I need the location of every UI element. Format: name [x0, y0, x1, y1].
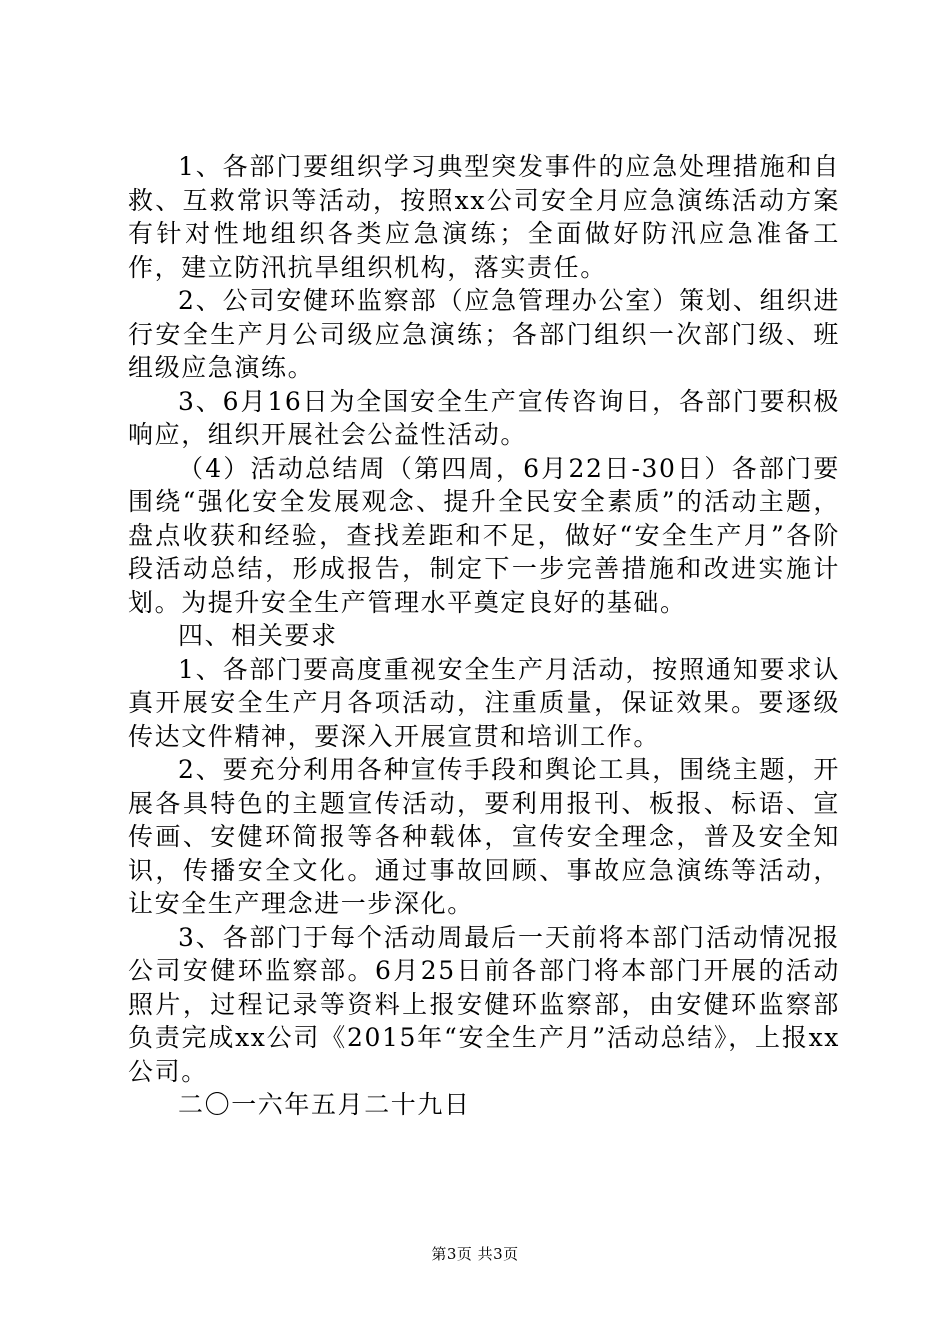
document-date: 二〇一六年五月二十九日: [178, 1090, 471, 1119]
paragraph-requirement-2: 2、要充分利用各种宣传手段和舆论工具，围绕主题，开展各具特色的主题宣传活动，要利用报刊、板报、标语、宣传画、安健环简报等各种载体，宣传安全理念，普及安全知识，传播安全文化。通过事故回顾、事故应急演练等活动，让安全生产理念进一步深化。: [128, 755, 840, 918]
paragraph-emergency-training: 1、各部门要组织学习典型突发事件的应急处理措施和自救、互救常识等活动，按照xx公司安全月应急演练活动方案有针对性地组织各类应急演练；全面做好防汛应急准备工作，建立防汛抗旱组织机构，落实责任。: [128, 152, 840, 282]
paragraph-summary-week: （4）活动总结周（第四周，6月22日-30日）各部门要围绕“强化安全发展观念、提升全民安全素质”的活动主题，盘点收获和经验，查找差距和不足，做好“安全生产月”各阶段活动总结，形成报告，制定下一步完善措施和改进实施计划。为提升安全生产管理水平奠定良好的基础。: [128, 453, 840, 617]
paragraph-requirement-1: 1、各部门要高度重视安全生产月活动，按照通知要求认真开展安全生产月各项活动，注重质量，保证效果。要逐级传达文件精神，要深入开展宣贯和培训工作。: [128, 654, 840, 751]
document-body: [128, 150, 840, 1122]
paragraph-consultation-day: 3、6月16日为全国安全生产宣传咨询日，各部门要积极响应，组织开展社会公益性活动。: [128, 386, 840, 449]
paragraph-company-drill: 2、公司安健环监察部（应急管理办公室）策划、组织进行安全生产月公司级应急演练；各部门组织一次部门级、班组级应急演练。: [128, 286, 840, 382]
page-number-footer: 第3页 共3页: [431, 1245, 519, 1263]
section-heading-requirements: 四、相关要求: [178, 621, 338, 650]
paragraph-requirement-3: 3、各部门于每个活动周最后一天前将本部门活动情况报公司安健环监察部。6月25日前各部门将本部门开展的活动照片，过程记录等资料上报安健环监察部，由安健环监察部负责完成xx公司《2015年“安全生产月”活动总结》，上报xx公司。: [128, 922, 840, 1086]
